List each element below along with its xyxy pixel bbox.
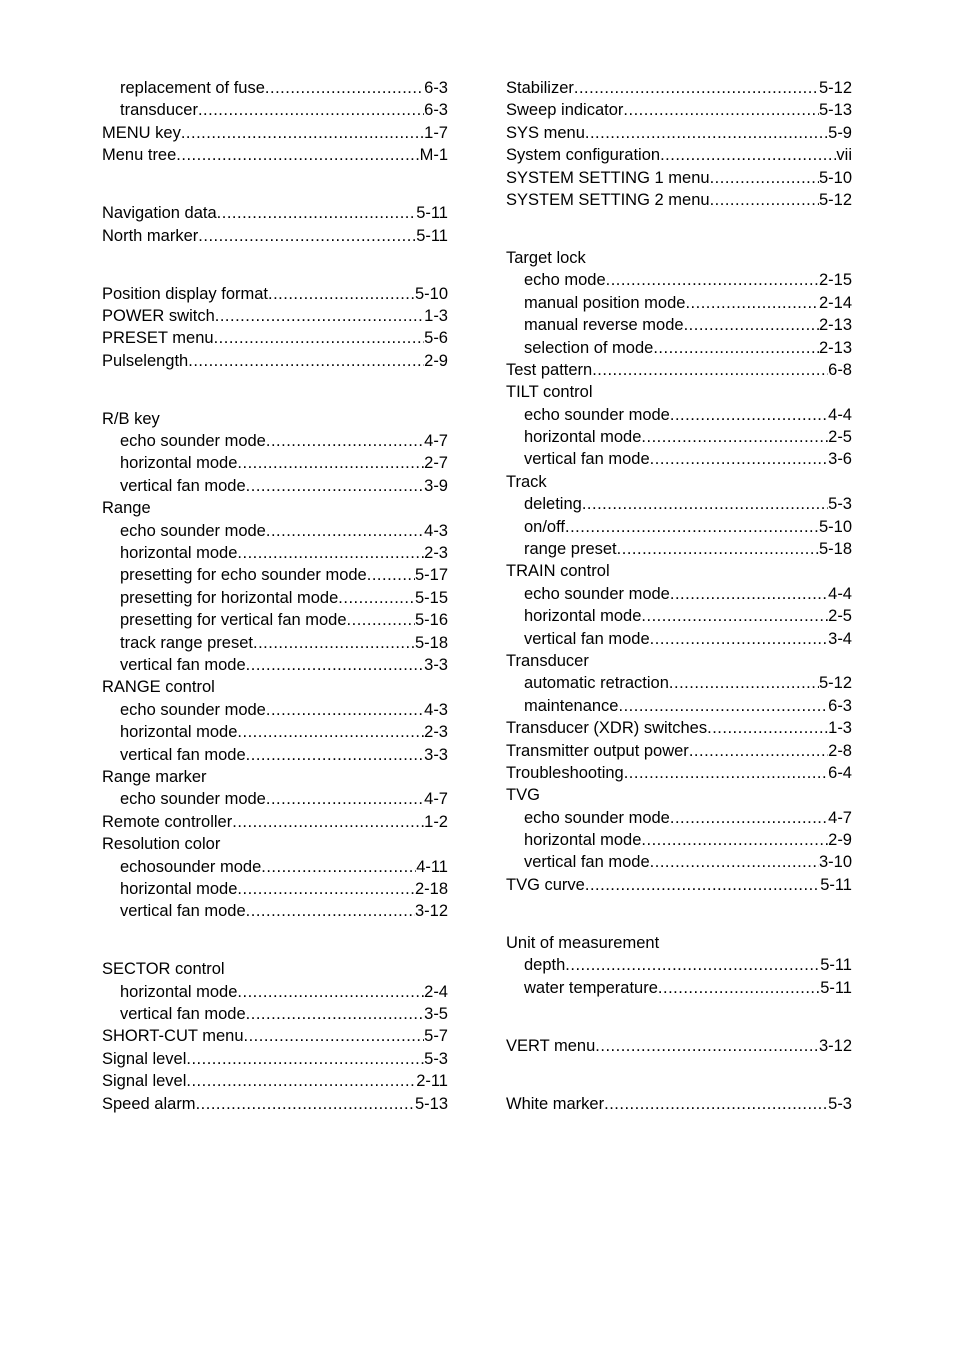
dot-leader	[198, 99, 424, 121]
index-term: echosounder mode	[120, 857, 262, 876]
index-entry	[506, 99, 852, 121]
page-reference: vii	[836, 146, 852, 165]
page-reference: 2-15	[818, 271, 852, 290]
dot-leader	[367, 564, 415, 586]
dot-leader	[237, 981, 424, 1003]
page-reference: 5-18	[414, 633, 448, 652]
index-term: System configuration	[506, 146, 661, 165]
index-subentry	[102, 77, 448, 99]
index-heading: Range marker	[102, 767, 207, 786]
index-term: SYSTEM SETTING 1 menu	[506, 168, 710, 187]
index-heading: Unit of measurement	[506, 933, 660, 952]
index-subentry	[102, 475, 448, 497]
page-reference: 2-5	[828, 428, 852, 447]
index-term: Stabilizer	[506, 79, 574, 97]
index-entry	[102, 327, 448, 349]
dot-leader	[641, 426, 828, 448]
dot-leader	[617, 538, 819, 560]
page-reference: 5-13	[414, 1094, 448, 1113]
index-term: presetting for echo sounder mode	[120, 566, 367, 585]
dot-leader	[246, 900, 415, 922]
index-subentry	[102, 856, 448, 878]
index-heading: Track	[506, 472, 547, 491]
dot-leader	[261, 856, 416, 878]
index-term: vertical fan mode	[524, 629, 650, 648]
page-reference: 4-3	[424, 700, 448, 719]
page-reference: 4-7	[424, 432, 448, 451]
index-entry	[506, 122, 852, 144]
page-reference: 5-16	[414, 611, 448, 630]
dot-leader	[710, 167, 819, 189]
index-term: presetting for vertical fan mode	[120, 611, 347, 630]
page-reference: 2-4	[424, 982, 448, 1001]
index-subentry	[506, 628, 852, 650]
dot-leader	[246, 744, 424, 766]
page-reference: 2-9	[424, 351, 448, 370]
index-heading: SECTOR control	[102, 960, 225, 979]
page-reference: 5-7	[424, 1027, 448, 1046]
index-term: track range preset	[120, 633, 253, 652]
dot-leader	[246, 654, 424, 676]
index-term: echo mode	[524, 271, 606, 290]
dot-leader	[198, 225, 416, 247]
page-reference: 5-11	[416, 226, 448, 245]
index-term: echo sounder mode	[524, 584, 670, 603]
dot-leader	[186, 1070, 416, 1092]
dot-leader	[670, 583, 828, 605]
index-heading: Range	[102, 499, 151, 518]
dot-leader	[246, 475, 424, 497]
dot-leader	[266, 788, 424, 810]
index-term: Transmitter output power	[506, 741, 689, 760]
index-column-right	[506, 77, 852, 1115]
index-term: horizontal mode	[120, 454, 238, 473]
index-term: Speed alarm	[102, 1094, 196, 1113]
dot-leader	[658, 977, 820, 999]
index-term: echo sounder mode	[120, 521, 266, 540]
index-subentry	[102, 1003, 448, 1025]
dot-leader	[623, 99, 819, 121]
index-subentry	[506, 851, 852, 873]
dot-leader	[214, 327, 425, 349]
index-term: Test pattern	[506, 360, 593, 379]
index-subentry	[506, 269, 852, 291]
index-term: horizontal mode	[120, 879, 238, 898]
index-subentry	[102, 721, 448, 743]
page-reference: 5-10	[818, 517, 852, 536]
dot-leader	[196, 1093, 415, 1115]
dot-leader	[710, 189, 819, 211]
dot-leader	[670, 807, 828, 829]
dot-leader	[215, 305, 424, 327]
dot-leader	[650, 448, 828, 470]
index-entry	[506, 144, 852, 166]
dot-leader	[574, 77, 819, 99]
page-reference: 6-4	[828, 763, 852, 782]
page-reference: 6-3	[424, 101, 448, 120]
index-heading: RANGE control	[102, 678, 215, 697]
page-reference: 5-15	[414, 588, 448, 607]
index-term: echo sounder mode	[120, 790, 266, 809]
section-gap	[102, 372, 448, 408]
dot-leader	[582, 493, 828, 515]
index-term: Troubleshooting	[506, 763, 624, 782]
index-subentry	[102, 430, 448, 452]
page-reference: 5-13	[818, 101, 852, 120]
page-reference: 1-3	[424, 306, 448, 325]
index-term: Position display format	[102, 284, 268, 303]
dot-leader	[606, 269, 819, 291]
page-reference: 5-17	[414, 566, 448, 585]
page-reference: 5-18	[818, 540, 852, 559]
index-subentry	[506, 538, 852, 560]
index-subentry	[102, 587, 448, 609]
index-subentry	[506, 426, 852, 448]
section-gap	[102, 247, 448, 283]
index-heading: Resolution color	[102, 835, 221, 854]
page-reference: 1-3	[828, 719, 852, 738]
dot-leader	[660, 144, 836, 166]
section-gap	[506, 1057, 852, 1093]
index-term: on/off	[524, 517, 565, 536]
page-reference: 6-3	[828, 696, 852, 715]
index-term: North marker	[102, 226, 199, 245]
index-term: SHORT-CUT menu	[102, 1027, 244, 1046]
dot-leader	[641, 605, 828, 627]
page-reference: 2-11	[416, 1072, 448, 1091]
page-reference: 5-11	[820, 978, 852, 997]
dot-leader	[624, 762, 828, 784]
dot-leader	[653, 337, 819, 359]
page-reference: 5-12	[818, 190, 852, 209]
dot-leader	[565, 516, 819, 538]
dot-leader	[670, 404, 828, 426]
dot-leader	[650, 628, 828, 650]
index-term: horizontal mode	[120, 723, 238, 742]
dot-leader	[232, 811, 424, 833]
section-gap	[506, 211, 852, 247]
index-entry	[506, 359, 852, 381]
index-subentry	[506, 954, 852, 976]
index-term: POWER switch	[102, 306, 215, 325]
dot-leader	[217, 202, 417, 224]
page-reference: 5-10	[414, 284, 448, 303]
page-reference: M-1	[419, 146, 448, 165]
index-term: horizontal mode	[120, 982, 238, 1001]
page-reference: 2-5	[828, 607, 852, 626]
index-term: vertical fan mode	[120, 902, 246, 921]
index-term: vertical fan mode	[120, 1005, 246, 1024]
dot-leader	[604, 1093, 828, 1115]
index-term: maintenance	[524, 696, 619, 715]
index-subentry	[102, 609, 448, 631]
dot-leader	[268, 283, 415, 305]
dot-leader	[585, 874, 820, 896]
dot-leader	[338, 587, 415, 609]
index-subentry	[506, 292, 852, 314]
dot-leader	[689, 740, 828, 762]
page-reference: 4-4	[828, 584, 852, 603]
index-heading: TILT control	[506, 383, 593, 402]
dot-leader	[565, 954, 820, 976]
index-term: Transducer (XDR) switches	[506, 719, 708, 738]
page-reference: 3-9	[424, 476, 448, 495]
dot-leader	[650, 851, 819, 873]
dot-leader	[188, 350, 424, 372]
dot-leader	[176, 144, 419, 166]
index-term: echo sounder mode	[120, 432, 266, 451]
index-term: presetting for horizontal mode	[120, 588, 339, 607]
index-subentry	[506, 448, 852, 470]
index-subentry	[506, 807, 852, 829]
section-gap	[506, 896, 852, 932]
page-reference: 3-12	[414, 902, 448, 921]
index-entry	[102, 1093, 448, 1115]
index-entry	[506, 189, 852, 211]
index-subentry	[102, 788, 448, 810]
page-reference: 5-3	[828, 495, 852, 514]
index-subentry	[506, 314, 852, 336]
index-term: vertical fan mode	[120, 655, 246, 674]
dot-leader	[237, 542, 424, 564]
index-subentry	[506, 516, 852, 538]
index-subentry	[102, 981, 448, 1003]
page-reference: 5-6	[424, 329, 448, 348]
index-entry	[102, 202, 448, 224]
index-term: water temperature	[524, 978, 658, 997]
index-subentry	[506, 829, 852, 851]
index-heading: R/B key	[102, 409, 160, 428]
page-reference: 6-3	[424, 79, 448, 97]
index-subentry	[102, 452, 448, 474]
index-subentry	[506, 493, 852, 515]
index-term: transducer	[120, 101, 198, 120]
page-reference: 3-6	[828, 450, 852, 469]
dot-leader	[669, 672, 819, 694]
index-entry	[102, 305, 448, 327]
index-entry	[506, 717, 852, 739]
dot-leader	[707, 717, 828, 739]
page-reference: 2-3	[424, 723, 448, 742]
index-heading: TVG	[506, 786, 540, 805]
index-term: selection of mode	[524, 338, 654, 357]
dot-leader	[585, 122, 828, 144]
page-reference: 5-9	[828, 123, 852, 142]
index-term: SYSTEM SETTING 2 menu	[506, 190, 710, 209]
index-term: replacement of fuse	[120, 79, 265, 97]
section-gap	[506, 999, 852, 1035]
index-entry	[102, 225, 448, 247]
page-reference: 5-11	[820, 875, 852, 894]
index-entry	[102, 1048, 448, 1070]
index-subentry	[102, 542, 448, 564]
page-reference: 2-8	[828, 741, 852, 760]
page-reference: 4-3	[424, 521, 448, 540]
index-heading: TRAIN control	[506, 562, 610, 581]
index-subentry	[506, 583, 852, 605]
index-entry	[102, 283, 448, 305]
index-subentry	[102, 878, 448, 900]
dot-leader	[237, 878, 415, 900]
dot-leader	[246, 1003, 424, 1025]
index-term: Signal level	[102, 1072, 187, 1091]
dot-leader	[685, 292, 819, 314]
index-term: automatic retraction	[524, 674, 669, 693]
dot-leader	[595, 1035, 819, 1057]
index-subentry	[102, 632, 448, 654]
page-reference: 5-12	[818, 79, 852, 97]
index-entry	[102, 144, 448, 166]
page-reference: 1-2	[424, 812, 448, 831]
index-subentry	[506, 605, 852, 627]
page-reference: 4-7	[828, 808, 852, 827]
index-entry	[506, 874, 852, 896]
dot-leader	[266, 520, 424, 542]
page-reference: 2-13	[818, 338, 852, 357]
index-term: echo sounder mode	[524, 808, 670, 827]
index-entry	[102, 122, 448, 144]
index-entry	[506, 762, 852, 784]
index-subentry	[506, 977, 852, 999]
index-term: vertical fan mode	[524, 853, 650, 872]
index-subentry	[102, 699, 448, 721]
index-subentry	[102, 654, 448, 676]
index-term: PRESET menu	[102, 329, 214, 348]
index-term: Navigation data	[102, 204, 217, 223]
index-entry	[102, 811, 448, 833]
index-term: depth	[524, 956, 566, 975]
page-reference: 2-14	[818, 293, 852, 312]
index-entry	[102, 350, 448, 372]
index-heading: Transducer	[506, 651, 589, 670]
index-term: Sweep indicator	[506, 101, 624, 120]
index-subentry	[102, 900, 448, 922]
index-subentry	[102, 99, 448, 121]
index-term: VERT menu	[506, 1036, 596, 1055]
dot-leader	[186, 1048, 424, 1070]
index-subentry	[102, 520, 448, 542]
index-subentry	[102, 744, 448, 766]
page-reference: 4-11	[416, 857, 448, 876]
index-term: vertical fan mode	[524, 450, 650, 469]
index-subentry	[102, 564, 448, 586]
page-reference: 5-12	[818, 674, 852, 693]
dot-leader	[244, 1025, 425, 1047]
page-reference: 2-9	[828, 831, 852, 850]
index-entry	[506, 167, 852, 189]
index-term: SYS menu	[506, 123, 585, 142]
index-term: vertical fan mode	[120, 745, 246, 764]
dot-leader	[618, 695, 828, 717]
dot-leader	[641, 829, 828, 851]
page-reference: 5-3	[424, 1049, 448, 1068]
dot-leader	[253, 632, 415, 654]
dot-leader	[347, 609, 415, 631]
index-term: horizontal mode	[524, 428, 642, 447]
index-term: horizontal mode	[524, 831, 642, 850]
page-reference: 4-7	[424, 790, 448, 809]
index-entry	[506, 740, 852, 762]
index-term: horizontal mode	[120, 544, 238, 563]
index-term: manual reverse mode	[524, 316, 684, 335]
dot-leader	[592, 359, 828, 381]
page-reference: 3-3	[424, 655, 448, 674]
index-term: echo sounder mode	[524, 405, 670, 424]
dot-leader	[181, 122, 424, 144]
dot-leader	[265, 77, 424, 99]
dot-leader	[684, 314, 819, 336]
dot-leader	[237, 452, 424, 474]
index-term: MENU key	[102, 123, 181, 142]
page-reference: 2-7	[424, 454, 448, 473]
page-reference: 1-7	[424, 123, 448, 142]
page-reference: 5-3	[828, 1094, 852, 1113]
index-term: deleting	[524, 495, 582, 514]
section-gap	[102, 923, 448, 959]
index-term: horizontal mode	[524, 607, 642, 626]
index-column-left	[102, 77, 448, 1115]
page-reference: 3-5	[424, 1005, 448, 1024]
index-entry	[506, 1035, 852, 1057]
index-term: vertical fan mode	[120, 476, 246, 495]
page-reference: 2-13	[818, 316, 852, 335]
index-term: TVG curve	[506, 875, 585, 894]
index-term: Menu tree	[102, 146, 177, 165]
page-reference: 3-3	[424, 745, 448, 764]
index-entry	[102, 1025, 448, 1047]
dot-leader	[266, 699, 424, 721]
index-term: Remote controller	[102, 812, 233, 831]
section-gap	[102, 167, 448, 203]
index-subentry	[506, 695, 852, 717]
index-entry	[506, 1093, 852, 1115]
index-subentry	[506, 404, 852, 426]
index-term: echo sounder mode	[120, 700, 266, 719]
page-reference: 3-10	[818, 853, 852, 872]
page-reference: 5-11	[416, 204, 448, 223]
index-term: range preset	[524, 540, 617, 559]
page-reference: 5-11	[820, 956, 852, 975]
index-term: Signal level	[102, 1049, 187, 1068]
dot-leader	[237, 721, 424, 743]
page-reference: 3-4	[828, 629, 852, 648]
index-subentry	[506, 672, 852, 694]
index-entry	[506, 77, 852, 99]
page-reference: 3-12	[818, 1036, 852, 1055]
dot-leader	[266, 430, 424, 452]
page-reference: 4-4	[828, 405, 852, 424]
index-heading: Target lock	[506, 248, 586, 267]
page-reference: 5-10	[818, 168, 852, 187]
page-reference: 2-3	[424, 544, 448, 563]
index-term: Pulselength	[102, 351, 189, 370]
index-term: manual position mode	[524, 293, 686, 312]
index-term: White marker	[506, 1094, 605, 1113]
index-entry	[102, 1070, 448, 1092]
page-reference: 2-18	[414, 879, 448, 898]
index-subentry	[506, 337, 852, 359]
page-reference: 6-8	[828, 360, 852, 379]
